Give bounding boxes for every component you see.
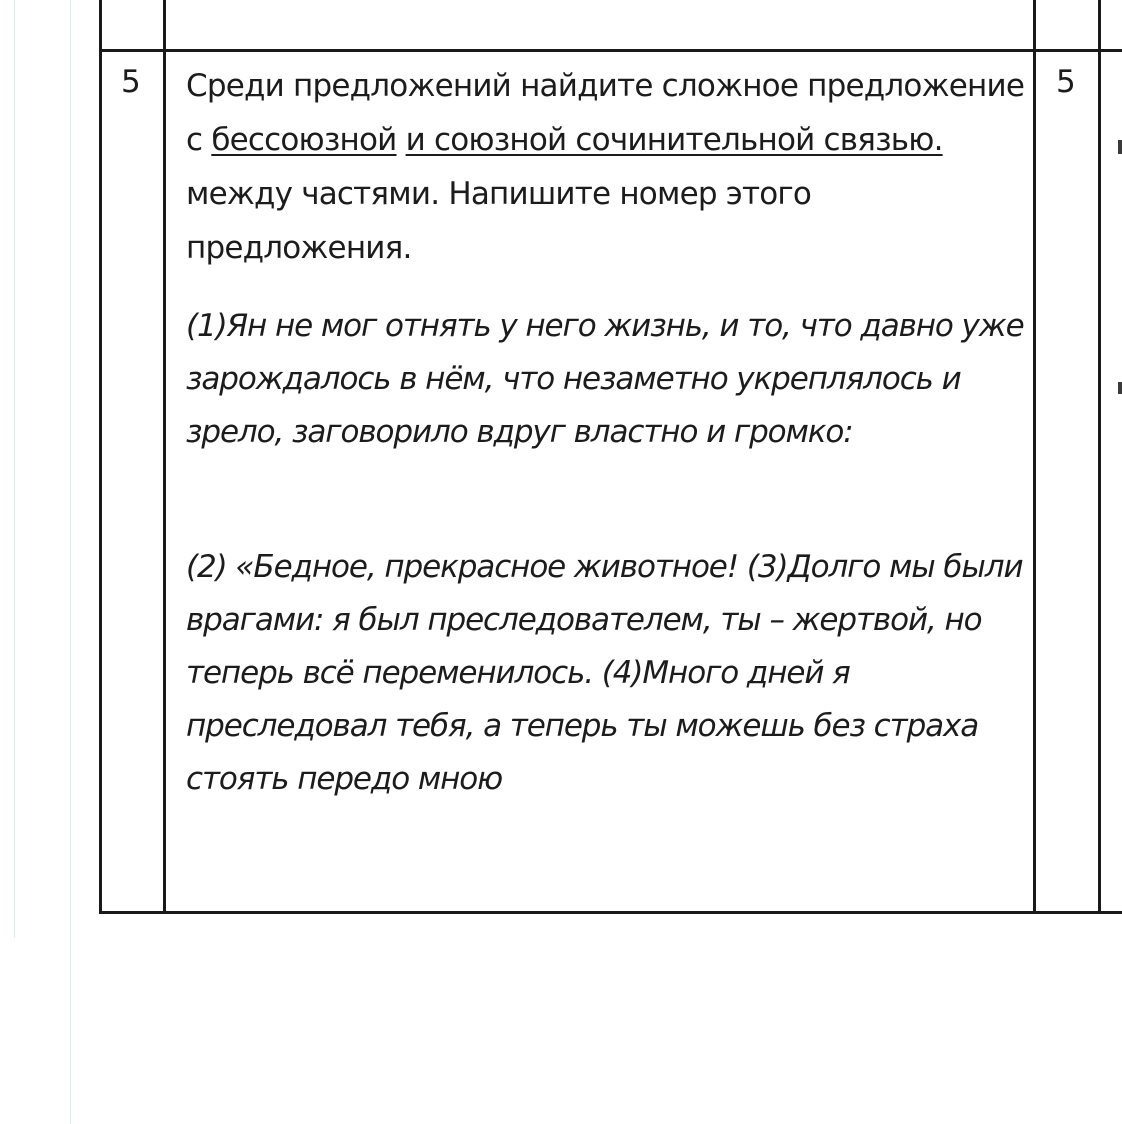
task-text-start: Среди предложений найдите сложное предложение с [186,68,1025,158]
margin-guide-line [70,0,71,1124]
underlined-term-asyndetic: бессоюзной [211,122,397,158]
underlined-term-conjunctive: и союзной сочинительной связью. [405,122,943,158]
table-border-left [99,0,102,914]
table-border-right [1098,0,1101,914]
task-text-end: между частями. Напишите номер этого предложения. [186,176,812,266]
table-border-number-column [163,0,166,914]
left-guide-line [14,0,15,938]
cut-off-text-fragment [1118,382,1122,394]
cut-off-text-fragment [1118,140,1122,154]
source-text-paragraph-1: (1)Ян не мог отнять у него жизнь, и то, что давно уже зарождалось в нём, что незаметно укреплялось и зрело, заговорило вдруг властно и громко: [186,308,1024,450]
task-number: 5 [121,64,141,100]
table-row-top-border [99,49,1122,52]
table-row-bottom-border [99,911,1122,914]
task-score: 5 [1056,64,1076,100]
source-text-paragraph-2: (2) «Бедное, прекрасное животное! (3)Долго мы были врагами: я был преследователем, ты – жертвой, но теперь всё переменилось. (4)Много дней я преследовал тебя, а теперь ты можешь без страха стоять передо мною [186,549,1023,797]
task-instruction [186,59,1026,275]
table-border-score-column [1033,0,1036,914]
